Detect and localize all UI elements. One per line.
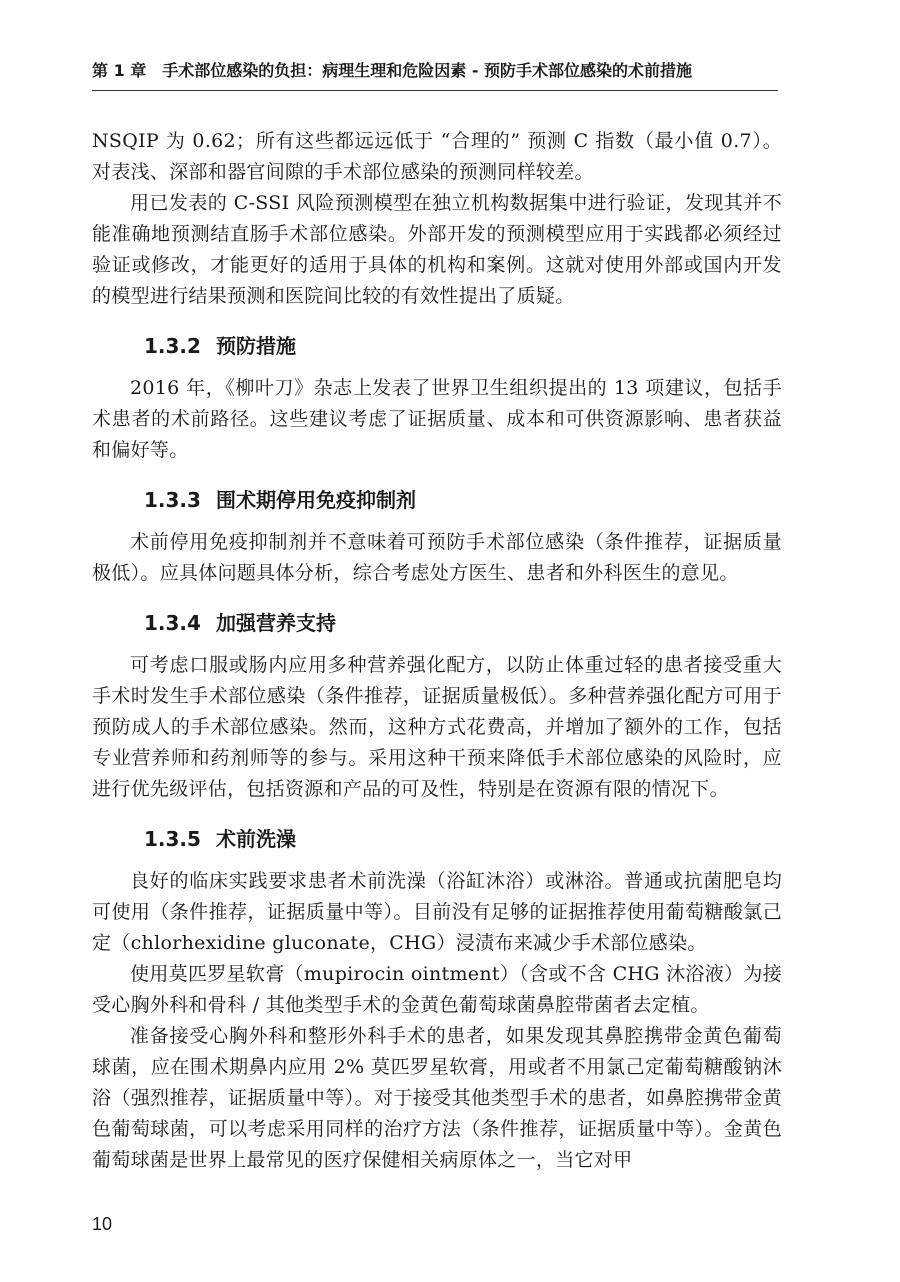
section-heading-1-3-5 <box>144 823 782 855</box>
section-heading-1-3-2 <box>144 330 782 362</box>
section-1-3-2-paragraph-1: 2016 年，《柳叶刀》杂志上发表了世界卫生组织提出的 13 项建议，包括手术患者的术前路径。这些建议考虑了证据质量、成本和可供资源影响、患者获益和偏好等。 <box>92 377 782 461</box>
section-title: 预防措施 <box>216 334 296 358</box>
section-1-3-5-paragraph-2: 使用莫匹罗星软膏（mupirocin ointment）（含或不含 CHG 沐浴液）为接受心胸外科和骨科 / 其他类型手术的金黄色葡萄球菌鼻腔带菌者去定植。 <box>92 963 782 1016</box>
section-1-3-3-paragraph-1: 术前停用免疫抑制剂并不意味着可预防手术部位感染（条件推荐，证据质量极低）。应具体问题具体分析，综合考虑处方医生、患者和外科医生的意见。 <box>92 531 782 584</box>
page-body <box>92 126 782 1176</box>
section-title: 术前洗澡 <box>216 827 296 851</box>
section-title: 围术期停用免疫抑制剂 <box>216 488 416 512</box>
section-title: 加强营养支持 <box>216 611 336 635</box>
section-number: 1.3.4 <box>144 611 201 635</box>
section-1-3-5-paragraph-3: 准备接受心胸外科和整形外科手术的患者，如果发现其鼻腔携带金黄色葡萄球菌，应在围术期鼻内应用 2% 莫匹罗星软膏，用或者不用氯己定葡萄糖酸钠沐浴（强烈推荐，证据质量中等）。对于接受其他类型手术的患者，如鼻腔携带金黄色葡萄球菌，可以考虑采用同样的治疗方法（条件推荐，证据质量中等）。金黄色葡萄球菌是世界上最常见的医疗保健相关病原体之一，当它对甲 <box>92 1025 782 1171</box>
header-divider <box>92 90 778 91</box>
section-heading-1-3-3 <box>144 484 782 516</box>
section-heading-1-3-4 <box>144 607 782 639</box>
section-number: 1.3.2 <box>144 334 201 358</box>
section-number: 1.3.3 <box>144 488 201 512</box>
section-1-3-4-paragraph-1: 可考虑口服或肠内应用多种营养强化配方，以防止体重过轻的患者接受重大手术时发生手术部位感染（条件推荐，证据质量极低）。多种营养强化配方可用于预防成人的手术部位感染。然而，这种方式花费高，并增加了额外的工作，包括专业营养师和药剂师等的参与。采用这种干预来降低手术部位感染的风险时，应进行优先级评估，包括资源和产品的可及性，特别是在资源有限的情况下。 <box>92 654 782 800</box>
section-1-3-5-paragraph-1: 良好的临床实践要求患者术前洗澡（浴缸沐浴）或淋浴。普通或抗菌肥皂均可使用（条件推荐，证据质量中等）。目前没有足够的证据推荐使用葡萄糖酸氯己定（chlorhexidine gluconate，CHG）浸渍布来减少手术部位感染。 <box>92 870 782 954</box>
running-header: 第 1 章 手术部位感染的负担：病理生理和危险因素 - 预防手术部位感染的术前措施 <box>92 61 693 80</box>
page-number: 10 <box>92 1214 113 1234</box>
intro-paragraph-2: 用已发表的 C-SSI 风险预测模型在独立机构数据集中进行验证，发现其并不能准确地预测结直肠手术部位感染。外部开发的预测模型应用于实践都必须经过验证或修改，才能更好的适用于具体的机构和案例。这就对使用外部或国内开发的模型进行结果预测和医院间比较的有效性提出了质疑。 <box>92 192 782 307</box>
intro-paragraph-1: NSQIP 为 0.62；所有这些都远远低于 “合理的” 预测 C 指数（最小值 0.7）。对表浅、深部和器官间隙的手术部位感染的预测同样较差。 <box>92 130 782 183</box>
section-number: 1.3.5 <box>144 827 201 851</box>
